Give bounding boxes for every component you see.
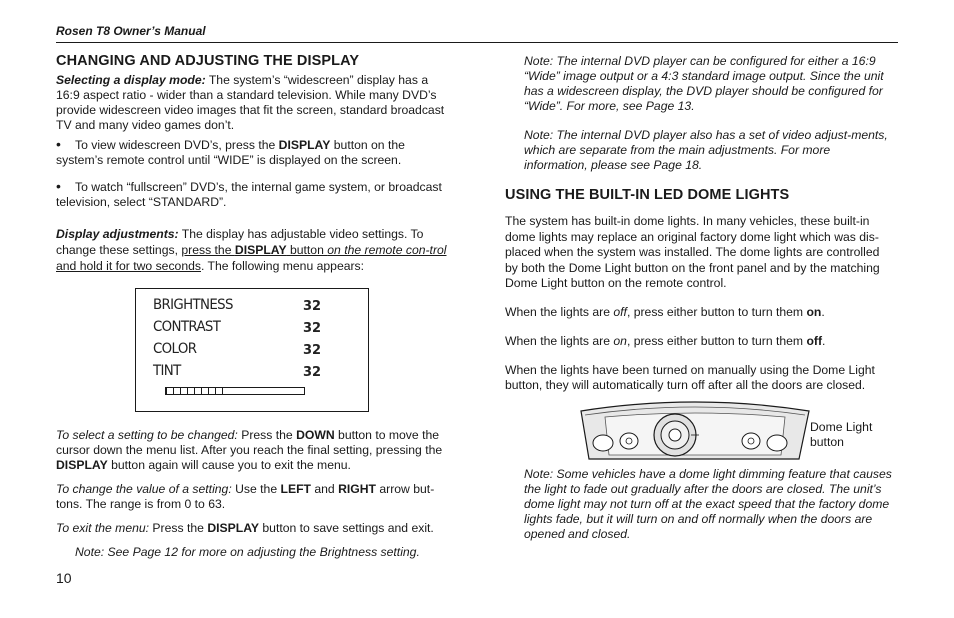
bullet-fullscreen: • To watch “fullscreen” DVD’s, the internal game system, or broadcast television, select “STANDARD”. xyxy=(56,178,442,209)
lights-on-paragraph: When the lights are on, press either button to turn them off. xyxy=(505,334,826,348)
change-value-paragraph: To change the value of a setting: Use the LEFT and RIGHT arrow but-tons. The range is from 0 to 63. xyxy=(56,482,435,511)
reading-lamp-right-outer xyxy=(767,435,787,451)
menu-item-label: BRIGHTNESS xyxy=(153,297,233,313)
reading-lamp-left-outer xyxy=(593,435,613,451)
setting-level-bar xyxy=(165,387,305,395)
menu-item-value: 32 xyxy=(303,365,322,380)
menu-item-label: COLOR xyxy=(153,341,197,357)
display-mode-paragraph xyxy=(56,73,448,133)
header-rule xyxy=(56,42,898,43)
display-adjustments-paragraph: Display adjustments: The display has adjustable video settings. To change these settings, press the DISPLAY button on the remote con-trol and hold it for two seconds. The following menu appears: xyxy=(56,227,447,273)
setting-level-fill xyxy=(166,388,224,394)
menu-item-label: TINT xyxy=(153,363,181,379)
auto-off-paragraph: When the lights have been turned on manually using the Dome Light button, they will automatically turn off after all the doors are closed. xyxy=(505,363,875,392)
exit-menu-paragraph: To exit the menu: Press the DISPLAY button to save settings and exit. xyxy=(56,521,434,535)
reading-lamp-left-inner xyxy=(620,433,638,449)
bullet-dot: • xyxy=(56,136,61,152)
page-number: 10 xyxy=(56,570,72,586)
brightness-note: Note: See Page 12 for more on adjusting the Brightness setting. xyxy=(75,545,420,559)
section-heading-dome-lights: USING THE BUILT-IN LED DOME LIGHTS xyxy=(505,187,790,203)
left-column xyxy=(56,54,448,69)
menu-item-value: 32 xyxy=(303,343,322,358)
lights-off-paragraph: When the lights are off, press either button to turn them on. xyxy=(505,305,825,319)
bullet-dot: • xyxy=(56,178,61,194)
dome-lights-intro: The system has built-in dome lights. In many vehicles, these built-in dome lights may replace an original factory dome light which was dis-placed when the system was installed. The dome lights are controlled by both the Dome Light button on the front panel and by the matching Dome Light button on the remote control. xyxy=(505,214,880,290)
reading-lamp-right-inner xyxy=(742,433,760,449)
dvd-aspect-note: Note: The internal DVD player can be configured for either a 16:9 “Wide” image output or a 4:3 standard image output. Since the unit has a widescreen display, the DVD player should be configured for “Wide”. For more, see Page 13. xyxy=(524,54,884,113)
dimming-feature-note: Note: Some vehicles have a dome light dimming feature that causes the light to fade out gradually after the doors are closed. The unit’s dome light may not turn off at the exact speed that the factory dome lights fade, but it will turn on and off normally when the doors are opened and closed. xyxy=(524,467,892,541)
dome-light-callout: Dome Light button xyxy=(810,420,873,449)
menu-item-value: 32 xyxy=(303,299,322,314)
dome-light-button xyxy=(669,429,681,441)
section-heading-display: CHANGING AND ADJUSTING THE DISPLAY xyxy=(56,53,360,69)
bullet-widescreen: • To view widescreen DVD’s, press the DISPLAY button on the system’s remote control until “WIDE” is displayed on the screen. xyxy=(56,136,405,167)
manual-title: Rosen T8 Owner’s Manual xyxy=(56,24,206,38)
dvd-adjust-note: Note: The internal DVD player also has a set of video adjust-ments, which are separate from the main adjustments. For more information, please see Page 18. xyxy=(524,128,888,172)
display-mode-label: Selecting a display mode: xyxy=(56,73,206,87)
dome-lights-heading-wrap xyxy=(505,188,893,203)
select-setting-paragraph: To select a setting to be changed: Press the DOWN button to move the cursor down the menu list. After you reach the final setting, pressing the DISPLAY button again will cause you to exit the menu. xyxy=(56,428,443,472)
display-mode-text: The system’s “widescreen” display has a 16:9 aspect ratio - wider than a standard television. While many DVD’s provide widescreen video images that fit the screen, standard broadcast TV and many video games don’t. xyxy=(56,73,445,132)
menu-item-label: CONTRAST xyxy=(153,319,221,335)
display-menu-illustration xyxy=(135,288,369,412)
menu-item-value: 32 xyxy=(303,321,322,336)
dome-light-panel-illustration xyxy=(575,397,815,467)
